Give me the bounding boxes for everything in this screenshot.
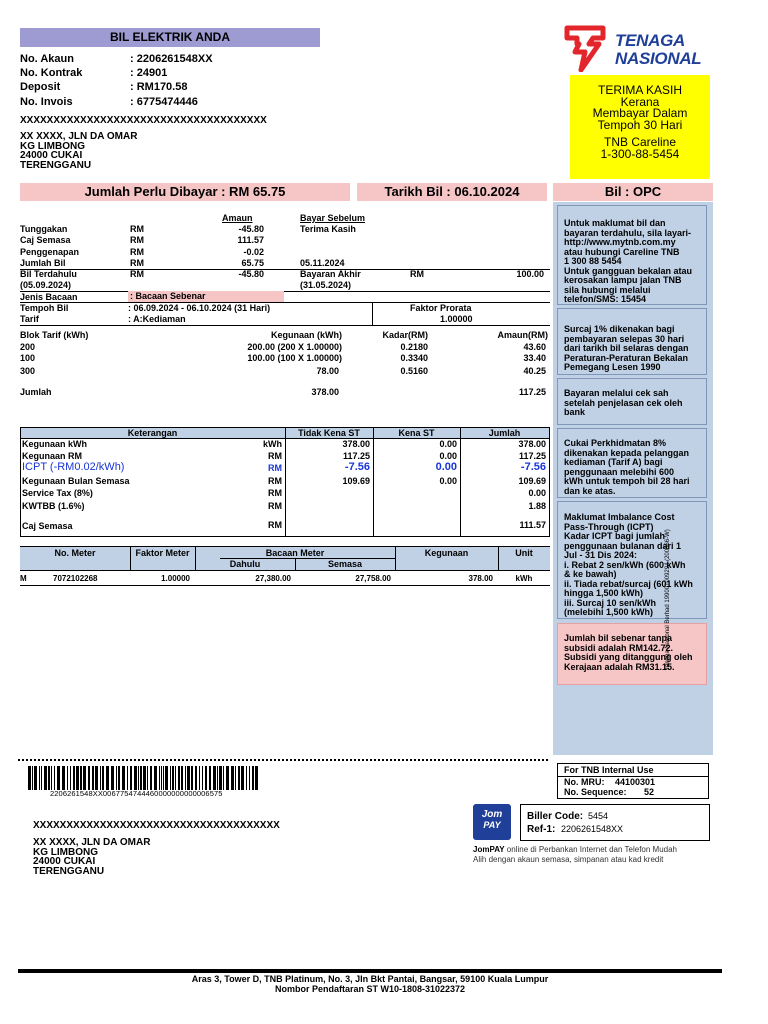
st-row-unit: RM [268,476,282,486]
tariff-header: Amaun(RM) [497,330,548,340]
address-line: TERENGGANU [33,865,105,877]
info-line: setelah penjelasan cek oleh [564,397,683,408]
thanks-line: TERIMA KASIH [597,83,683,97]
info-line: penggunaan melebihi 600 [564,466,675,477]
account-label: No. Akaun [20,53,74,65]
deposit-label: Deposit [20,81,61,93]
address-line: 24000 CUKAI [33,856,96,867]
thanks-box [570,75,710,179]
charge-label: Tunggakan [20,224,68,234]
barcode-bar [172,766,174,790]
tnb-logo-mark-icon [563,24,615,72]
tariff-rate: 0.3340 [400,353,428,363]
barcode-bar [246,766,247,790]
barcode-bar [102,766,104,790]
charge-label: Caj Semasa [20,235,71,245]
ref-label: Ref-1: [527,824,556,835]
barcode-bar [231,766,234,790]
tariff-total-label: Jumlah [20,387,52,397]
barcode-bar [187,766,190,790]
tariff-amount: 33.40 [523,353,546,363]
st-row-unit: RM [268,520,282,530]
contract-value: : 24901 [130,67,168,79]
meter-previous: 27,380.00 [255,574,291,583]
customer-address [20,132,137,170]
barcode-bar [143,766,146,790]
address-line: KG LIMBONG [20,140,85,152]
prev-bill-date: (05.09.2024) [20,280,72,290]
st-row-taxable: 0.00 [439,451,457,461]
barcode-bar [95,766,98,790]
charge-amount: -0.02 [243,247,264,257]
tariff-amount: 40.25 [523,366,546,376]
prev-bill-currency: RM [130,269,144,279]
barcode-bar [51,766,52,790]
tariff-usage: 200.00 (200 X 1.00000) [247,342,342,352]
barcode-bar [191,766,193,790]
st-row-taxable: 0.00 [439,476,457,486]
info-line: Peraturan-Peraturan Bekalan [564,352,689,363]
barcode-bar [28,766,31,790]
meter-usage: 378.00 [468,574,493,583]
charge-amount: 65.75 [241,258,264,268]
address-line: XX XXXX, JLN DA OMAR [20,131,138,142]
barcode-bar [39,766,40,790]
barcode-bar [41,766,42,790]
tariff-block: 200 [20,342,36,352]
barcode-bar [34,766,37,790]
barcode-bar [249,766,250,790]
barcode-bar [127,766,128,790]
info-line: kWh untuk tempoh bil 28 hari [564,476,690,486]
st-header: Tidak Kena ST [298,428,360,438]
tnb-logo [563,24,713,72]
tariff-header: Kadar(RM) [382,330,428,340]
tariff-total-amount: 117.25 [518,387,546,397]
st-row-total: 111.57 [519,520,546,530]
subsidy-line: subsidi adalah RM142.72. [564,642,674,653]
st-row-non-taxable: 117.25 [342,451,370,461]
st-row-desc: Kegunaan Bulan Semasa [22,476,130,486]
st-row-total: 0.00 [528,488,546,498]
st-row-total: 109.69 [518,476,546,486]
bill-period-value: : 06.09.2024 - 06.10.2024 (31 Hari) [128,303,271,313]
info-line: hingga 1,500 kWh) [564,588,644,598]
info-line: dan ke atas. [564,485,616,496]
meter-header: Semasa [327,559,363,569]
deposit-value: : RM170.58 [130,81,188,93]
biller-code-label: Biller Code: [527,811,584,822]
careline-label: TNB Careline [603,135,677,149]
amaun-header: Amaun [222,213,253,223]
prev-bill-label: Bil Terdahulu [20,269,77,279]
tariff-usage: 78.00 [316,366,339,376]
charge-currency: RM [130,235,144,245]
barcode-bar [159,766,160,790]
thanks-line: Membayar Dalam [592,106,688,120]
last-payment-amount: 100.00 [516,269,544,279]
prorata-label: Faktor Prorata [410,303,472,313]
meter-header: Unit [515,548,533,558]
barcode-bar [209,766,211,790]
divider [20,269,550,270]
invoice-value: : 6775474446 [130,96,198,108]
barcode-bar [83,766,86,790]
customer-name: XXXXXXXXXXXXXXXXXXXXXXXXXXXXXXXXXXXXX [20,115,267,126]
info-line: Maklumat Imbalance Cost [564,512,675,522]
barcode-bar [44,766,47,790]
prorata-value: 1.00000 [440,314,473,324]
internal-use-box [557,763,709,799]
charge-label: Jumlah Bil [20,258,66,268]
barcode-bar [62,766,65,790]
info-line: dari tarikh bil selaras dengan [564,343,689,353]
registration-note: Tenaga Nasional Berhad 199001009294 (200866-W) [665,529,671,670]
sequence-value: 52 [644,787,655,797]
bill-header: BIL ELEKTRIK ANDA [20,28,320,47]
icpt-taxable: 0.00 [435,461,457,473]
mailing-name: XXXXXXXXXXXXXXXXXXXXXXXXXXXXXXXXXXXXX [33,820,280,831]
subsidy-box [557,623,707,685]
info-box-surcharge [557,308,707,375]
address-line: XX XXXX, JLN DA OMAR [33,837,151,848]
barcode-bar [70,766,71,790]
info-line: pembayaran selepas 30 hari [564,333,685,344]
st-header: Kena ST [398,428,435,438]
divider [549,427,550,537]
mailing-address [33,838,150,876]
barcode-bar [140,766,142,790]
info-line: Jul - 31 Dis 2024: [564,550,638,560]
jompay-tagline [473,845,677,865]
info-line: & ke bawah) [564,569,617,579]
icpt-desc: ICPT (-RM0.02/kWh) [22,461,125,473]
info-line: Surcaj 1% dikenakan bagi [564,324,675,334]
tariff-block: 300 [20,366,36,376]
st-row-total: 378.00 [518,439,546,449]
icpt-non-taxable: -7.56 [344,461,370,473]
ref-value: 2206261548XX [561,824,624,834]
jompay-logo-top: Jom [481,809,503,820]
st-row-total: 1.88 [528,501,546,511]
divider [20,325,550,326]
barcode-bar [252,766,254,790]
barcode-bar [76,766,79,790]
info-box-icpt [557,501,707,619]
info-line: i. Rebat 2 sen/kWh (600 kWh [564,559,686,570]
barcode-bar [154,766,157,790]
charge-label: Penggenapan [20,247,80,257]
meter-current: 27,758.00 [355,574,391,583]
info-line: atau hubungi Careline TNB [564,246,680,257]
barcode-image [28,766,258,790]
barcode-bar [134,766,137,790]
reading-type-value: : Bacaan Sebenar [128,291,284,302]
barcode-bar [175,766,176,790]
tariff-usage: 100.00 (100 X 1.00000) [247,353,342,363]
tariff-amount: 43.60 [523,342,546,352]
meter-type: M [20,574,27,583]
footer-rule [18,969,722,973]
barcode-bar [202,766,203,790]
barcode-bar [163,766,164,790]
jompay-tag-line2: Alih dengan akaun semasa, simpanan atau kad kredit [473,855,664,864]
info-line: sila hubungi melalui [564,284,651,295]
charge-currency: RM [130,247,144,257]
barcode-bar [235,766,236,790]
barcode-bar [111,766,114,790]
meter-number: 7072102268 [53,574,98,583]
invoice-label: No. Invois [20,96,73,108]
info-line: bank [564,407,586,417]
info-line: iii. Surcaj 10 sen/kWh [564,597,657,608]
info-line: 1 300 88 5454 [564,256,622,266]
last-payment-label: Bayaran Akhir [300,269,361,279]
info-box-previous-bill [557,205,707,305]
mru-label: No. MRU: [564,777,605,787]
tariff-header: Blok Tarif (kWh) [20,330,89,340]
tariff-total-usage: 378.00 [311,387,339,397]
info-box-service-tax [557,428,707,498]
reading-type-label: Jenis Bacaan [20,292,78,302]
subsidy-line: Jumlah bil sebenar tanpa [564,633,673,643]
internal-title: For TNB Internal Use [564,765,654,775]
barcode-bar [48,766,50,790]
st-row-desc: KWTBB (1.6%) [22,501,85,511]
divider [372,302,373,325]
st-row-desc: Caj Semasa [22,521,73,531]
jompay-logo-bottom: PAY [483,820,501,830]
barcode-bar [147,766,148,790]
barcode-bar [238,766,240,790]
info-line: dikenakan kepada pelanggan [564,447,690,458]
last-payment-date: (31.05.2024) [300,280,352,290]
tariff-header: Kegunaan (kWh) [271,330,342,340]
barcode-bar [80,766,82,790]
meter-header: Kegunaan [424,548,469,558]
tear-line [18,759,548,761]
barcode-bar [92,766,94,790]
amount-due: Jumlah Perlu Dibayar : RM 65.75 [20,183,350,201]
barcode-bar [150,766,152,790]
barcode-bar [67,766,68,790]
st-row-taxable: 0.00 [439,439,457,449]
bill-type: Bil : OPC [553,183,713,201]
barcode-bar [130,766,132,790]
barcode-bar [226,766,229,790]
barcode-bar [116,766,117,790]
divider [20,546,550,547]
st-row-unit: RM [268,451,282,461]
last-payment-currency: RM [410,269,424,279]
st-header: Jumlah [488,428,521,438]
biller-box [520,804,710,841]
prev-bill-amount: -45.80 [238,269,264,279]
barcode-bar [170,766,171,790]
charge-note: Terima Kasih [300,224,356,234]
st-row-unit: RM [268,488,282,498]
info-line: (melebihi 1,500 kWh) [564,607,654,617]
thanks-line: Tempoh 30 Hari [597,117,683,132]
address-line: KG LIMBONG [33,846,98,858]
address-line: 24000 CUKAI [20,150,83,161]
charge-currency: RM [130,224,144,234]
barcode-bar [241,766,244,790]
meter-unit: kWh [515,574,533,583]
st-header: Keterangan [127,428,178,438]
jompay-logo [473,804,511,840]
sequence-label: No. Sequence: [564,787,627,797]
thanks-line: Kerana [620,94,660,109]
info-line: Pemegang Lesen 1990 [564,362,661,372]
barcode-bar [88,766,90,790]
info-line: Untuk maklumat bil dan [564,218,666,228]
icpt-unit: RM [268,463,282,473]
divider [20,427,21,537]
jompay-tag-bold: JomPAY [473,845,505,854]
divider [20,291,550,292]
address-line: TERENGGANU [20,159,92,171]
mytnb-link[interactable]: http://www.mytnb.com.my [564,237,676,247]
st-row-desc: Kegunaan RM [22,451,83,461]
info-line: Untuk gangguan bekalan atau [564,265,693,276]
info-line: Pass-Through (ICPT) [564,521,654,532]
barcode-bar [255,766,258,790]
footer-registration: Nombor Pendaftaran ST W10-1808-31022372 [274,984,466,994]
bill-period-label: Tempoh Bil [20,303,69,313]
info-line: ii. Tiada rebat/surcaj (601 kWh [564,578,693,589]
barcode-bar [106,766,109,790]
st-row-non-taxable: 378.00 [342,439,370,449]
footer-address: Aras 3, Tower D, TNB Platinum, No. 3, Jln Bkt Pantai, Bangsar, 59100 Kuala Lumpur [191,974,549,984]
st-row-unit: RM [268,501,282,511]
meter-header: Faktor Meter [135,548,190,558]
meter-header: Bacaan Meter [265,548,325,558]
st-row-desc: Service Tax (8%) [22,488,93,498]
meter-factor: 1.00000 [161,574,190,583]
barcode-text: 2206261548XX0067754744460000000000006575 [50,789,223,798]
brand-line2: NASIONAL [615,49,702,68]
barcode-bar [213,766,216,790]
info-box-cheque [557,378,707,425]
barcode-bar [223,766,224,790]
charge-currency: RM [130,258,144,268]
barcode-bar [100,766,101,790]
careline-number: 1-300-88-5454 [600,146,680,161]
charge-amount: 111.57 [237,235,264,245]
info-line: kediaman (Tarif A) bagi [564,457,663,467]
barcode-bar [118,766,120,790]
st-row-non-taxable: 109.69 [342,476,370,486]
tariff-label: Tarif [20,314,39,324]
subsidy-line: Kerajaan adalah RM31.15. [564,661,675,672]
charge-amount: -45.80 [238,224,264,234]
jompay-tag-text: online di Perbankan Internet dan Telefon Mudah [504,845,677,854]
info-line: Bayaran melalui cek sah [564,388,669,398]
barcode-bar [195,766,197,790]
biller-code-value: 5454 [588,811,609,821]
account-value: : 2206261548XX [130,53,213,65]
meter-header: Dahulu [229,559,261,569]
tariff-rate: 0.5160 [400,366,428,376]
barcode-bar [199,766,200,790]
info-line: bayaran terdahulu, sila layari- [564,227,692,238]
barcode-bar [165,766,168,790]
st-row-desc: Kegunaan kWh [22,439,88,449]
barcode-bar [181,766,183,790]
barcode-bar [54,766,55,790]
subsidy-line: Subsidi yang ditanggung oleh [564,652,693,662]
barcode-bar [138,766,139,790]
barcode-bar [122,766,125,790]
barcode-bar [219,766,222,790]
barcode-bar [161,766,162,790]
bill-date: Tarikh Bil : 06.10.2024 [357,183,547,201]
divider [20,585,550,586]
st-row-total: 117.25 [518,451,546,461]
due-date: 05.11.2024 [300,258,345,268]
st-row-unit: kWh [263,439,282,449]
info-line: Cukai Perkhidmatan 8% [564,438,667,448]
info-line: Kadar ICPT bagi jumlah [564,531,666,541]
barcode-bar [217,766,218,790]
bayar-sebelum-header: Bayar Sebelum [300,213,366,223]
barcode-bar [178,766,180,790]
info-line: penggunaan bulanan dari 1 [564,540,682,551]
brand-line1: TENAGA [615,31,685,50]
info-line: telefon/SMS: 15454 [564,294,647,304]
barcode-bar [205,766,207,790]
meter-header: No. Meter [54,548,96,558]
icpt-total: -7.56 [520,461,546,473]
tariff-value: : A:Kediaman [128,314,186,324]
mru-value: 44100301 [615,777,656,787]
barcode-bar [32,766,33,790]
info-line: kerosakan lampu jalan TNB [564,275,682,285]
barcode-bar [73,766,75,790]
divider [20,570,550,571]
barcode-bar [57,766,60,790]
contract-label: No. Kontrak [20,67,83,79]
tariff-block: 100 [20,353,36,363]
barcode-bar [185,766,186,790]
tariff-rate: 0.2180 [400,342,428,352]
